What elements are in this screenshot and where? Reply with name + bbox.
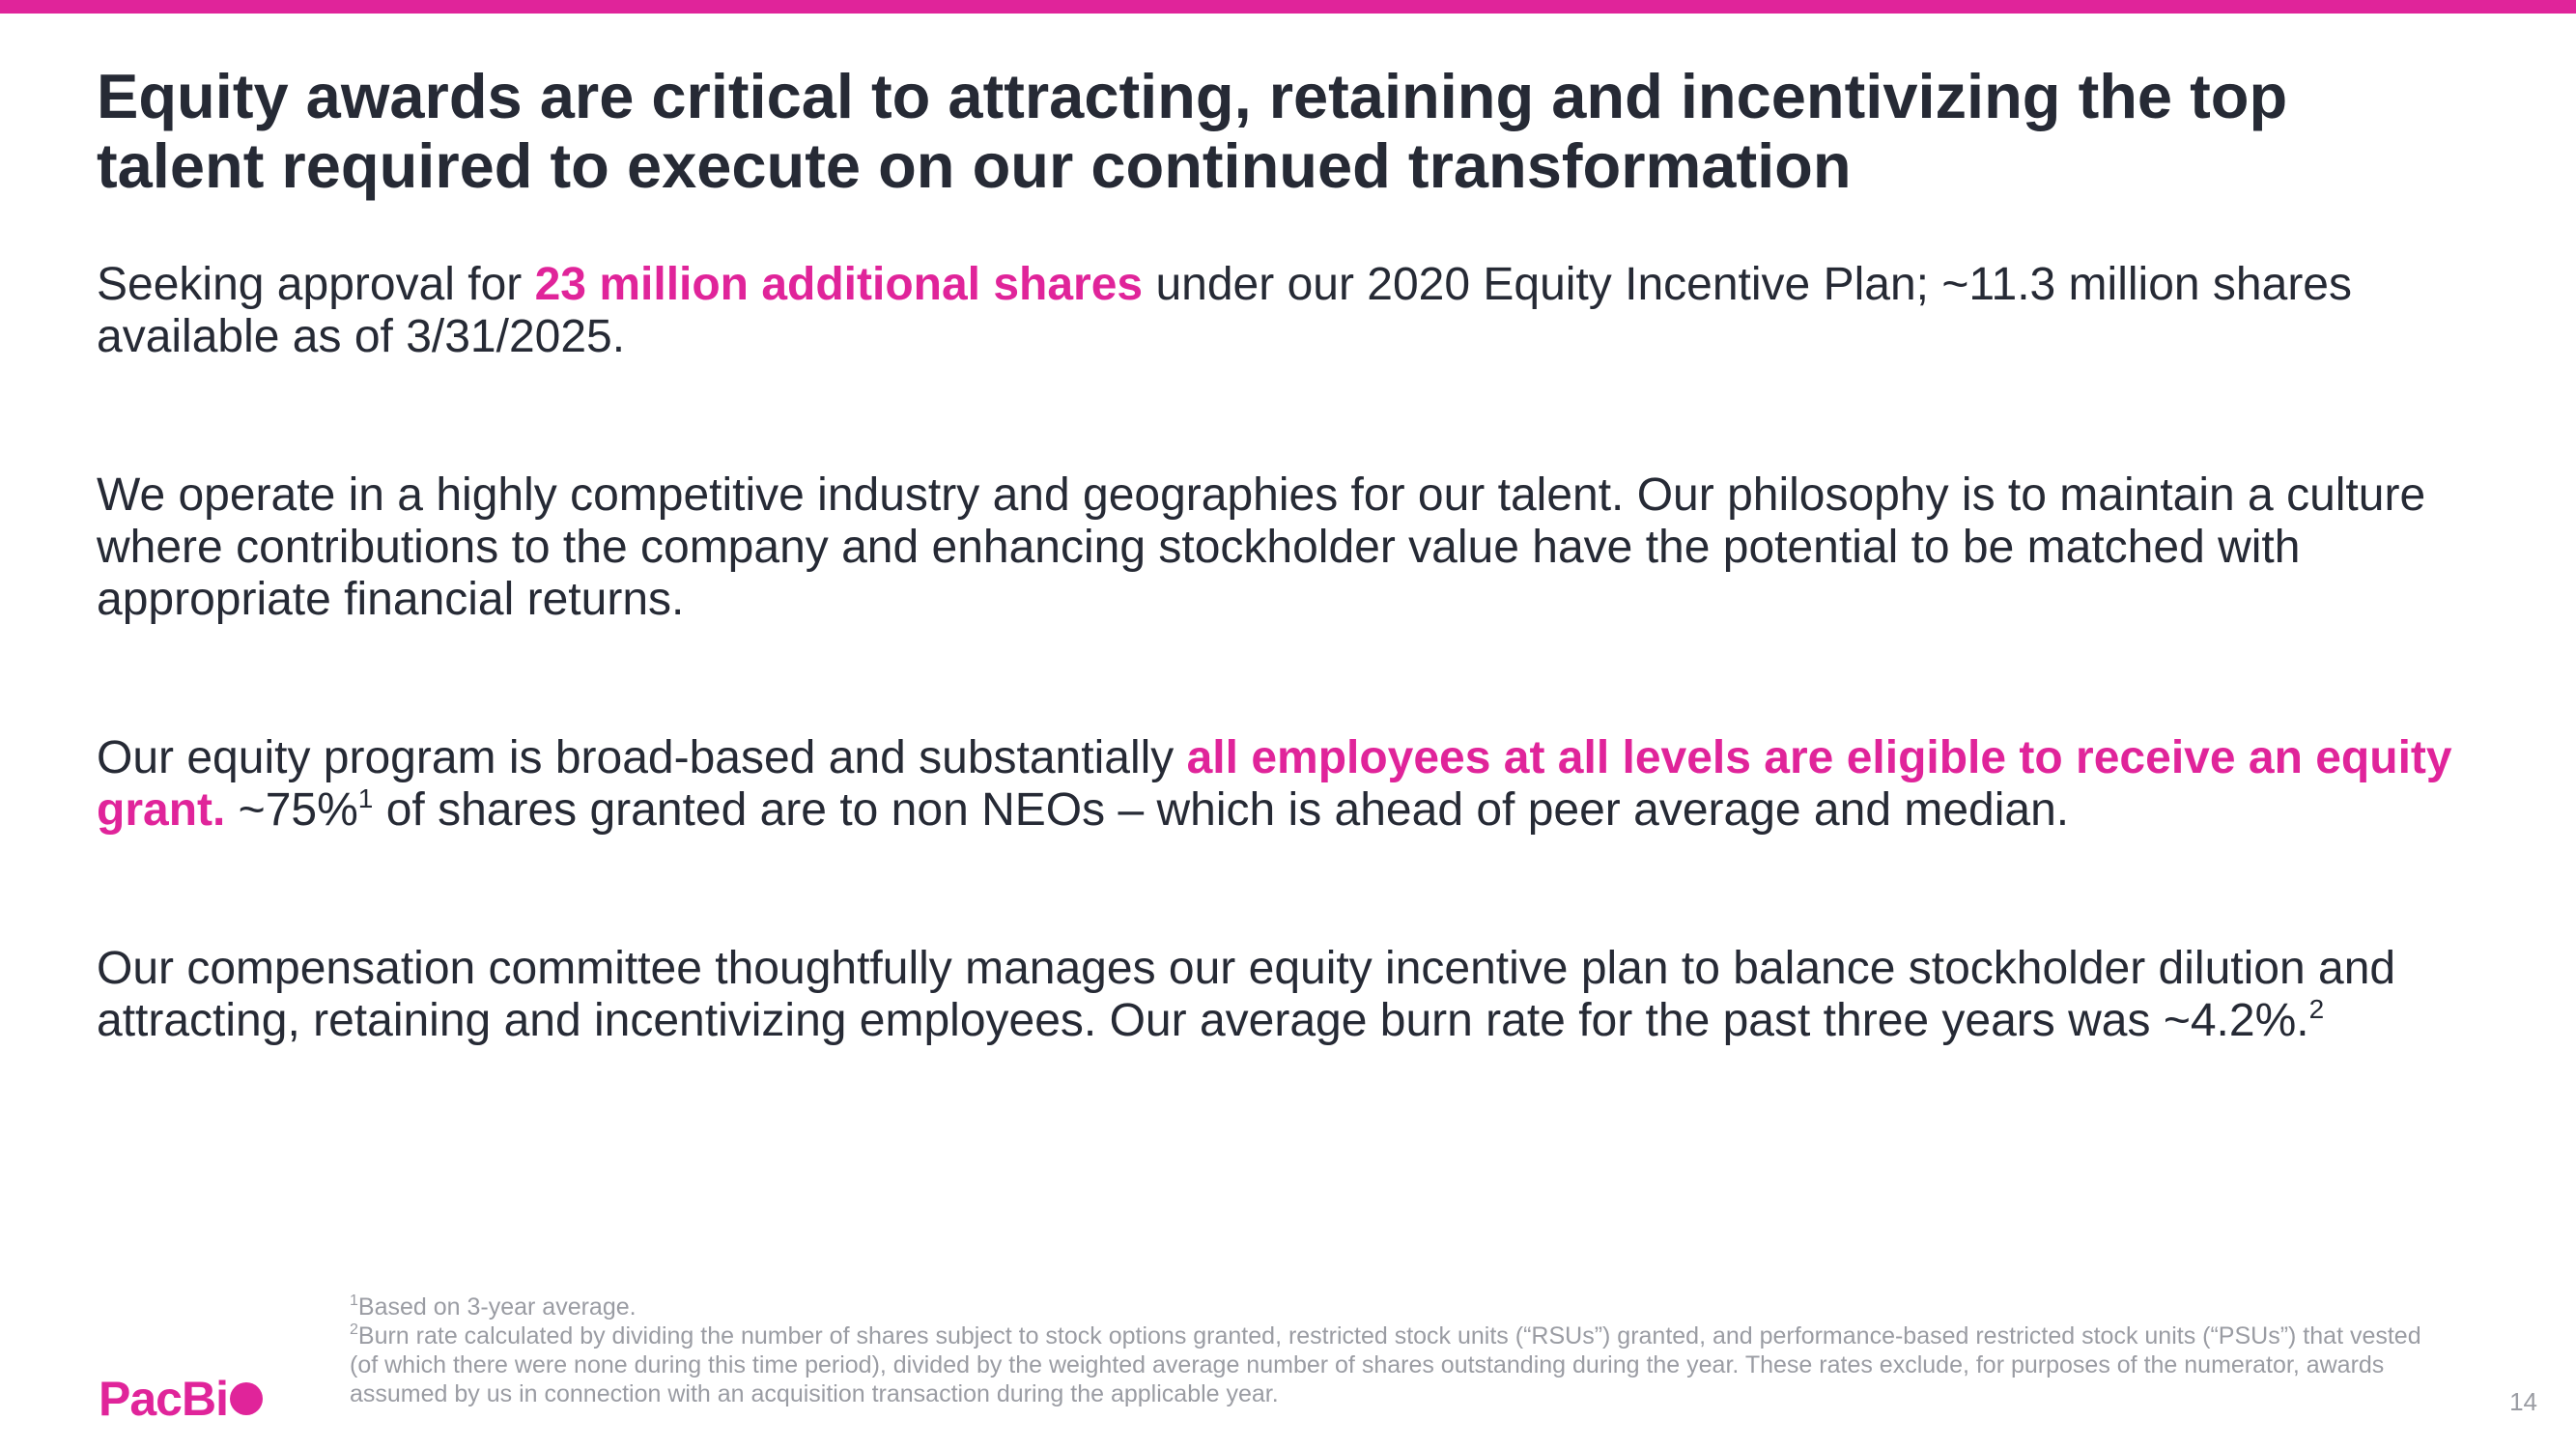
footnote-1-text: Based on 3-year average. — [357, 1293, 637, 1321]
footnote-1-mark: 1 — [350, 1293, 358, 1309]
paragraph-text: We operate in a highly competitive industry and geographies for our talent. Our philosophy is to maintain a culture where contributions to the company and enhancing stockholder value have the potential to be matched with appropriate financial returns. — [97, 469, 2426, 625]
logo-text: PacBi — [99, 1372, 228, 1426]
footnote-1 — [350, 1293, 2455, 1321]
footnote-2-mark: 2 — [350, 1321, 358, 1338]
slide-title-line-1: Equity awards are critical to attracting, retaining and incentivizing the top — [97, 61, 2288, 131]
slide-title — [97, 62, 2453, 201]
logo-dot-icon — [230, 1382, 263, 1415]
paragraph-text: Our compensation committee thoughtfully manages our equity incentive plan to balance stockholder dilution and attracting, retaining and incentivizing employees. Our average burn rate for the past three years was ~4.2%. — [97, 943, 2396, 1046]
footnote-ref-1: 1 — [357, 783, 374, 813]
footnote-ref-2: 2 — [2308, 994, 2325, 1024]
paragraph-text: ~75% — [225, 784, 358, 836]
paragraph-text: under our 2020 Equity Incentive Plan; ~11.3 million shares available as of 3/31/2025. — [97, 259, 2352, 362]
paragraph-text: of shares granted are to non NEOs – which is ahead of peer average and median. — [373, 784, 2070, 836]
highlight-text: all employees at all levels are eligible to receive an equity grant. — [97, 732, 2452, 836]
paragraph-text: Our equity program is broad-based and substantially — [97, 732, 1187, 783]
paragraph-text: Seeking approval for — [97, 259, 535, 310]
paragraph-share-request — [97, 259, 2492, 363]
footnote-2 — [350, 1321, 2455, 1408]
footnotes — [350, 1293, 2455, 1408]
paragraph-philosophy — [97, 469, 2492, 626]
paragraph-burn-rate — [97, 943, 2492, 1047]
top-accent-bar — [0, 0, 2576, 14]
page-number: 14 — [2509, 1387, 2537, 1416]
paragraph-equity-program — [97, 732, 2492, 837]
highlight-text: 23 million additional shares — [534, 259, 1144, 310]
slide-title-line-2: talent required to execute on our continued transformation — [97, 130, 1852, 201]
pacbio-logo — [99, 1374, 263, 1424]
footnote-2-text: Burn rate calculated by dividing the number of shares subject to stock options granted, restricted stock units (“RSUs”) granted, and performance-based restricted stock units (“PSUs”) that vested (of which there were none during this time period), divided by the weighted average number of shares outstanding during the year. These rates exclude, for purposes of the numerator, awards assumed by us in connection with an acquisition transaction during the applicable year. — [350, 1322, 2421, 1407]
